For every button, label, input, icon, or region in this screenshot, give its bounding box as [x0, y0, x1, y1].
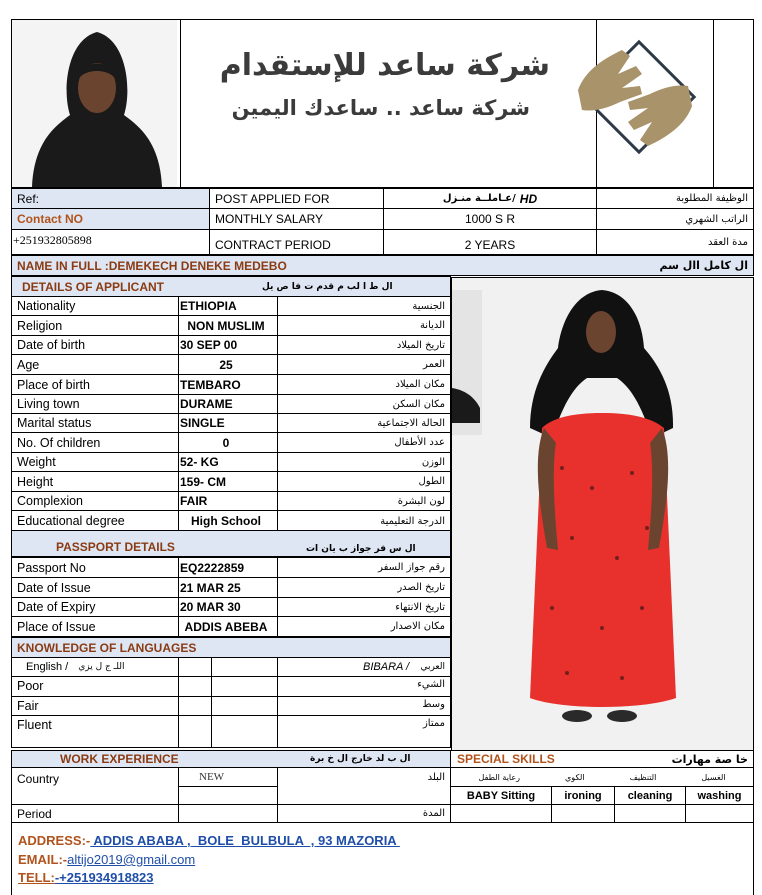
salary-label-ar: الراتب الشهري	[596, 208, 754, 230]
skill-ar-cleaning: التنظيف	[629, 772, 657, 782]
passport-row-label: Place of Issue	[11, 616, 179, 637]
language-english-cell	[178, 715, 212, 748]
header-divider-far	[713, 19, 714, 188]
applicant-row-label-ar: الطول	[277, 471, 451, 492]
tel-line	[18, 870, 154, 885]
country-label-ar: البلد	[277, 767, 451, 805]
applicant-row-label-ar: العمر	[277, 354, 451, 375]
passport-row-value: ADDIS ABEBA	[178, 616, 278, 637]
applicant-row-label-ar: تاريخ الميلاد	[277, 335, 451, 355]
contract-label-ar: مدة العقد	[596, 229, 754, 255]
header-divider-left	[180, 19, 181, 188]
language-row-label: Poor	[11, 676, 179, 697]
skill-check-ironing	[551, 804, 615, 823]
applicant-row-label: Complexion	[11, 491, 179, 511]
post-label: POST APPLIED FOR	[209, 188, 384, 209]
applicant-row-label-ar: الدرجة التعليمية	[277, 510, 451, 532]
ref-label: Ref:	[11, 188, 210, 209]
applicant-row-value: SINGLE	[178, 413, 278, 433]
country-label: Country	[11, 767, 179, 805]
full-name-ar: ال كامل اال سم	[659, 259, 748, 272]
email-label: EMAIL:-	[18, 852, 68, 867]
email-line	[18, 852, 195, 867]
tel-link[interactable]: -+251934918823	[54, 870, 154, 885]
applicant-row-label: No. Of children	[11, 432, 179, 453]
passport-row-value: 21 MAR 25	[178, 577, 278, 598]
skill-check-washing	[685, 804, 754, 823]
passport-row-label-ar: رقم جواز السفر	[277, 557, 451, 578]
language-row-label-ar: الشيء	[277, 676, 451, 697]
contract-value: 2 YEARS	[383, 229, 597, 255]
applicant-row-label-ar: الوزن	[277, 452, 451, 472]
contract-label: CONTRACT PERIOD	[209, 229, 384, 255]
post-value-en: HD	[519, 191, 538, 206]
skill-ironing: ironing	[551, 786, 615, 805]
applicant-row-value: DURAME	[178, 394, 278, 414]
english-level-b	[211, 657, 278, 677]
applicant-row-label-ar: عدد الأطفال	[277, 432, 451, 453]
country-value-2	[178, 786, 278, 805]
work-title-ar: ال ب لد خارج ال خ برة	[310, 754, 411, 764]
language-english-cell-2	[211, 715, 278, 748]
language-row-label-ar: ممتاز	[277, 715, 451, 748]
period-label: Period	[11, 804, 179, 823]
passport-row-label: Passport No	[11, 557, 179, 578]
full-body-photo	[451, 277, 754, 751]
language-row-label-ar: وسط	[277, 696, 451, 716]
contact-value: +251932805898	[11, 229, 210, 255]
skills-title-ar: خا صة مهارات	[671, 752, 748, 766]
applicant-row-label-ar: الحالة الاجتماعية	[277, 413, 451, 433]
portrait-photo	[12, 20, 177, 187]
applicant-row-label: Educational degree	[11, 510, 179, 532]
skills-section-header	[450, 750, 754, 768]
arabic-label-cell	[277, 657, 451, 677]
applicant-row-value: NON MUSLIM	[178, 315, 278, 336]
applicant-row-value: 159- CM	[178, 471, 278, 492]
address-label: ADDRESS:-	[18, 833, 91, 848]
salary-value: 1000 S R	[383, 208, 597, 230]
skills-arabic-row	[450, 767, 754, 787]
applicant-row-label: Place of birth	[11, 374, 179, 395]
applicant-row-value: 0	[178, 432, 278, 453]
applicant-row-value: TEMBARO	[178, 374, 278, 395]
applicant-row-value: 30 SEP 00	[178, 335, 278, 355]
passport-title-ar: ال س فر جواز ب يان ات	[306, 544, 416, 554]
english-label: English /	[26, 661, 69, 673]
company-slogan: شركة ساعد .. ساعدك اليمين	[231, 96, 530, 120]
language-row-label: Fair	[11, 696, 179, 716]
applicant-row-label: Living town	[11, 394, 179, 414]
language-english-cell	[178, 696, 212, 716]
company-logo	[560, 30, 710, 170]
skill-check-cleaning	[614, 804, 686, 823]
applicant-title: DETAILS OF APPLICANT	[22, 279, 164, 294]
arabic-label: BIBARA /	[363, 661, 410, 673]
skill-ar-ironing: الكوي	[565, 772, 585, 782]
full-name: NAME IN FULL :DEMEKECH DENEKE MEDEBO	[17, 258, 287, 273]
applicant-section-header	[11, 276, 451, 297]
english-label-ar: اللـ ج ل يزي	[78, 662, 125, 672]
passport-row-label-ar: مكان الاصدار	[277, 616, 451, 637]
passport-title: PASSPORT DETAILS	[56, 540, 175, 554]
applicant-row-value: FAIR	[178, 491, 278, 511]
email-link[interactable]: altijo2019@gmail.com	[67, 852, 196, 867]
passport-row-label: Date of Issue	[11, 577, 179, 598]
salary-label: MONTHLY SALARY	[209, 208, 384, 230]
language-english-cell	[178, 676, 212, 697]
period-label-ar: المدة	[277, 804, 451, 823]
skill-check-baby	[450, 804, 552, 823]
applicant-row-label-ar: الديانة	[277, 315, 451, 336]
skill-baby-sitting: BABY Sitting	[450, 786, 552, 805]
applicant-row-value: 25	[178, 354, 278, 375]
applicant-row-label: Age	[11, 354, 179, 375]
arabic-label-ar: العربي	[420, 662, 445, 672]
passport-row-label-ar: تاريخ الانتهاء	[277, 597, 451, 617]
company-name: شركة ساعد للإستقدام	[219, 48, 550, 83]
english-level-a	[178, 657, 212, 677]
applicant-row-label: Marital status	[11, 413, 179, 433]
address-line	[18, 833, 400, 848]
applicant-row-value: 52- KG	[178, 452, 278, 472]
address-value: ADDIS ABABA , BOLE BULBULA , 93 MAZORIA	[90, 833, 400, 848]
applicant-row-label: Religion	[11, 315, 179, 336]
applicant-row-label-ar: مكان السكن	[277, 394, 451, 414]
applicant-row-label: Weight	[11, 452, 179, 472]
period-value	[178, 804, 278, 823]
language-row-label: Fluent	[11, 715, 179, 748]
skill-ar-baby: رعاية الطفل	[478, 772, 521, 782]
tel-label: TELL:	[18, 870, 55, 885]
language-english-cell-2	[211, 676, 278, 697]
languages-section-header: KNOWLEDGE OF LANGUAGES	[11, 637, 451, 658]
applicant-title-ar: ال ط ا لب م قدم ت فا ص يل	[262, 281, 393, 292]
work-title: WORK EXPERIENCE	[60, 752, 179, 766]
post-value	[383, 188, 597, 209]
skill-cleaning: cleaning	[614, 786, 686, 805]
language-english-cell-2	[211, 696, 278, 716]
post-label-ar: الوظيفة المطلوبة	[596, 188, 754, 209]
applicant-row-value: High School	[178, 510, 278, 532]
skills-title: SPECIAL SKILLS	[457, 752, 555, 766]
skill-washing: washing	[685, 786, 754, 805]
applicant-row-label-ar: مكان الميلاد	[277, 374, 451, 395]
applicant-row-label: Nationality	[11, 296, 179, 316]
full-name-row	[11, 255, 754, 276]
post-value-ar: عـاملــة منـزل/	[442, 193, 516, 204]
english-label-cell	[11, 657, 179, 677]
applicant-row-label-ar: الجنسية	[277, 296, 451, 316]
applicant-row-value: ETHIOPIA	[178, 296, 278, 316]
applicant-row-label-ar: لون البشرة	[277, 491, 451, 511]
contact-label: Contact NO	[11, 208, 210, 230]
passport-row-label: Date of Expiry	[11, 597, 179, 617]
country-value: NEW	[178, 767, 278, 787]
skill-ar-washing: الغسيل	[701, 772, 726, 782]
applicant-row-label: Date of birth	[11, 335, 179, 355]
passport-row-label-ar: تاريخ الصدر	[277, 577, 451, 598]
passport-row-value: EQ2222859	[178, 557, 278, 578]
passport-row-value: 20 MAR 30	[178, 597, 278, 617]
passport-section-header	[11, 530, 451, 557]
work-section-header	[11, 750, 451, 768]
applicant-row-label: Height	[11, 471, 179, 492]
